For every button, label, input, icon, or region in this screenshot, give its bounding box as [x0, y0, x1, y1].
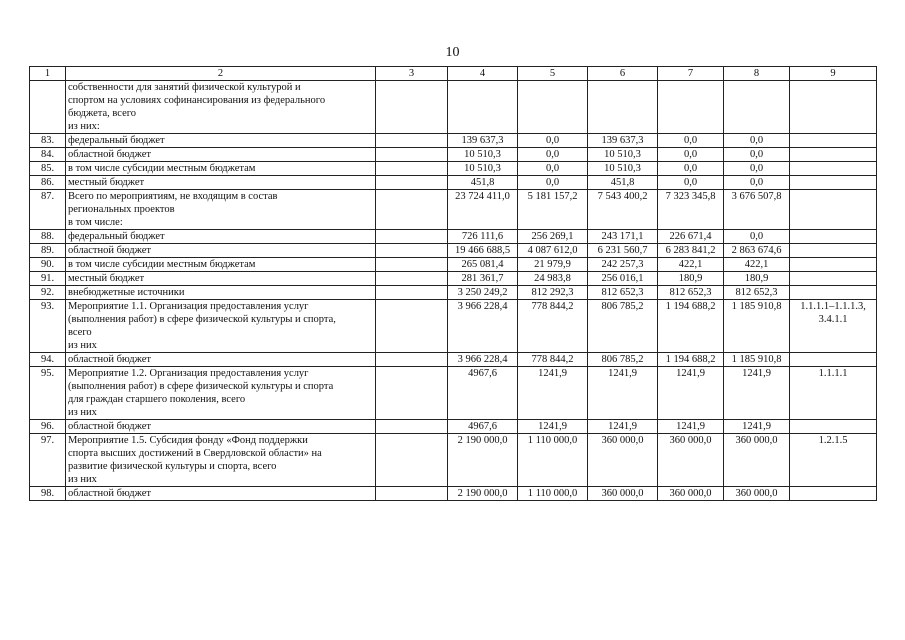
row-name: Мероприятие 1.2. Организация предоставления услуг (выполнения работ) в сфере физической культуры и спорта для граждан старшего поколения, всего из них [66, 367, 376, 420]
row-number: 97. [30, 434, 66, 487]
cell-total: 10 510,3 [448, 148, 518, 162]
cell-total: 3 966 228,4 [448, 300, 518, 353]
cell-total: 2 190 000,0 [448, 487, 518, 501]
cell-col-7: 180,9 [658, 272, 724, 286]
cell-target-index: 1.2.1.5 [790, 434, 877, 487]
cell-col-7: 1 194 688,2 [658, 300, 724, 353]
cell-col-5: 778 844,2 [518, 300, 588, 353]
cell-col-7: 422,1 [658, 258, 724, 272]
cell-col-5: 812 292,3 [518, 286, 588, 300]
row-name: областной бюджет [66, 148, 376, 162]
page-number: 10 [445, 45, 460, 60]
table-row [30, 272, 877, 286]
cell-total: 3 250 249,2 [448, 286, 518, 300]
table-row [30, 353, 877, 367]
cell-col-5: 1241,9 [518, 367, 588, 420]
cell-total: 10 510,3 [448, 162, 518, 176]
cell-col-7: 1241,9 [658, 420, 724, 434]
row-name: местный бюджет [66, 272, 376, 286]
cell-col-5: 24 983,8 [518, 272, 588, 286]
row-name: Всего по мероприятиям, не входящим в состав региональных проектов в том числе: [66, 190, 376, 230]
row-number: 92. [30, 286, 66, 300]
cell-col-3 [376, 353, 448, 367]
cell-col-3 [376, 434, 448, 487]
cell-target-index [790, 420, 877, 434]
cell-col-3 [376, 81, 448, 134]
table-row [30, 176, 877, 190]
cell-col-8: 360 000,0 [724, 434, 790, 487]
cell-col-6: 360 000,0 [588, 434, 658, 487]
cell-col-8: 3 676 507,8 [724, 190, 790, 230]
cell-col-3 [376, 420, 448, 434]
row-name: областной бюджет [66, 487, 376, 501]
cell-target-index [790, 272, 877, 286]
cell-col-8: 422,1 [724, 258, 790, 272]
cell-col-6: 360 000,0 [588, 487, 658, 501]
cell-col-3 [376, 300, 448, 353]
row-name: Мероприятие 1.1. Организация предоставления услуг (выполнения работ) в сфере физической культуры и спорта, всего из них [66, 300, 376, 353]
cell-col-5: 0,0 [518, 176, 588, 190]
row-name: федеральный бюджет [66, 230, 376, 244]
row-number: 96. [30, 420, 66, 434]
cell-col-5: 0,0 [518, 162, 588, 176]
row-number: 90. [30, 258, 66, 272]
row-name: в том числе субсидии местным бюджетам [66, 162, 376, 176]
table-body [30, 81, 877, 501]
cell-col-6: 6 231 560,7 [588, 244, 658, 258]
row-number: 87. [30, 190, 66, 230]
cell-col-6: 806 785,2 [588, 353, 658, 367]
table-row [30, 487, 877, 501]
cell-col-3 [376, 487, 448, 501]
row-number: 93. [30, 300, 66, 353]
cell-col-7: 226 671,4 [658, 230, 724, 244]
table-row [30, 367, 877, 420]
cell-col-8 [724, 81, 790, 134]
row-name: областной бюджет [66, 244, 376, 258]
cell-col-3 [376, 272, 448, 286]
row-number: 83. [30, 134, 66, 148]
table-row [30, 162, 877, 176]
budget-table [29, 66, 877, 501]
cell-total: 139 637,3 [448, 134, 518, 148]
cell-total: 19 466 688,5 [448, 244, 518, 258]
table-row [30, 244, 877, 258]
cell-target-index [790, 162, 877, 176]
row-name: местный бюджет [66, 176, 376, 190]
cell-total: 3 966 228,4 [448, 353, 518, 367]
cell-col-6: 1241,9 [588, 420, 658, 434]
row-number: 88. [30, 230, 66, 244]
cell-total: 726 111,6 [448, 230, 518, 244]
row-name: внебюджетные источники [66, 286, 376, 300]
cell-col-6: 243 171,1 [588, 230, 658, 244]
cell-col-8: 0,0 [724, 148, 790, 162]
cell-col-7: 6 283 841,2 [658, 244, 724, 258]
cell-col-8: 812 652,3 [724, 286, 790, 300]
cell-col-5: 0,0 [518, 134, 588, 148]
cell-col-6: 806 785,2 [588, 300, 658, 353]
cell-total: 23 724 411,0 [448, 190, 518, 230]
column-header: 2 [66, 67, 376, 81]
table-row [30, 300, 877, 353]
row-number: 91. [30, 272, 66, 286]
row-number: 95. [30, 367, 66, 420]
cell-col-7: 0,0 [658, 162, 724, 176]
cell-col-5: 21 979,9 [518, 258, 588, 272]
cell-col-3 [376, 190, 448, 230]
cell-col-6: 10 510,3 [588, 162, 658, 176]
cell-col-8: 180,9 [724, 272, 790, 286]
header-row [30, 67, 877, 81]
row-name: областной бюджет [66, 353, 376, 367]
row-name: областной бюджет [66, 420, 376, 434]
cell-col-5: 5 181 157,2 [518, 190, 588, 230]
table-row [30, 258, 877, 272]
row-number: 85. [30, 162, 66, 176]
cell-col-7: 0,0 [658, 134, 724, 148]
cell-target-index [790, 134, 877, 148]
cell-target-index [790, 244, 877, 258]
cell-col-6: 451,8 [588, 176, 658, 190]
cell-col-3 [376, 286, 448, 300]
cell-col-7: 360 000,0 [658, 487, 724, 501]
cell-col-8: 0,0 [724, 134, 790, 148]
cell-col-7: 812 652,3 [658, 286, 724, 300]
cell-total: 265 081,4 [448, 258, 518, 272]
column-header: 4 [448, 67, 518, 81]
cell-col-3 [376, 176, 448, 190]
cell-col-6: 10 510,3 [588, 148, 658, 162]
row-name: федеральный бюджет [66, 134, 376, 148]
cell-col-6: 1241,9 [588, 367, 658, 420]
row-number: 89. [30, 244, 66, 258]
cell-col-6: 812 652,3 [588, 286, 658, 300]
cell-total: 451,8 [448, 176, 518, 190]
cell-col-6: 242 257,3 [588, 258, 658, 272]
table-row [30, 81, 877, 134]
column-header: 3 [376, 67, 448, 81]
cell-target-index [790, 353, 877, 367]
cell-target-index [790, 487, 877, 501]
cell-col-5: 1 110 000,0 [518, 487, 588, 501]
cell-col-5: 4 087 612,0 [518, 244, 588, 258]
cell-col-8: 1 185 910,8 [724, 353, 790, 367]
cell-target-index: 1.1.1.1–1.1.1.3, 3.4.1.1 [790, 300, 877, 353]
cell-target-index [790, 230, 877, 244]
cell-col-6: 256 016,1 [588, 272, 658, 286]
cell-col-3 [376, 367, 448, 420]
row-name: собственности для занятий физической культурой и спортом на условиях софинансирования из федерального бюджета, всего из них: [66, 81, 376, 134]
row-number: 98. [30, 487, 66, 501]
cell-col-7: 7 323 345,8 [658, 190, 724, 230]
column-header: 7 [658, 67, 724, 81]
cell-total: 2 190 000,0 [448, 434, 518, 487]
cell-target-index: 1.1.1.1 [790, 367, 877, 420]
cell-target-index [790, 286, 877, 300]
cell-target-index [790, 190, 877, 230]
column-header: 5 [518, 67, 588, 81]
table-row [30, 420, 877, 434]
table-row [30, 286, 877, 300]
table-row [30, 434, 877, 487]
cell-target-index [790, 176, 877, 190]
cell-target-index [790, 258, 877, 272]
row-number: 86. [30, 176, 66, 190]
cell-col-5: 0,0 [518, 148, 588, 162]
cell-col-3 [376, 162, 448, 176]
cell-col-3 [376, 148, 448, 162]
cell-total [448, 81, 518, 134]
cell-total: 4967,6 [448, 420, 518, 434]
cell-col-8: 0,0 [724, 230, 790, 244]
table-row [30, 148, 877, 162]
cell-col-7: 0,0 [658, 176, 724, 190]
cell-target-index [790, 148, 877, 162]
cell-col-8: 2 863 674,6 [724, 244, 790, 258]
row-name: в том числе субсидии местным бюджетам [66, 258, 376, 272]
cell-col-3 [376, 230, 448, 244]
column-header: 8 [724, 67, 790, 81]
cell-total: 281 361,7 [448, 272, 518, 286]
cell-col-8: 0,0 [724, 176, 790, 190]
cell-col-3 [376, 134, 448, 148]
cell-col-5: 778 844,2 [518, 353, 588, 367]
cell-target-index [790, 81, 877, 134]
cell-col-7: 1 194 688,2 [658, 353, 724, 367]
cell-col-8: 0,0 [724, 162, 790, 176]
cell-total: 4967,6 [448, 367, 518, 420]
cell-col-3 [376, 244, 448, 258]
cell-col-7: 1241,9 [658, 367, 724, 420]
cell-col-5: 1241,9 [518, 420, 588, 434]
row-number: 94. [30, 353, 66, 367]
table-row [30, 134, 877, 148]
cell-col-7 [658, 81, 724, 134]
column-header: 6 [588, 67, 658, 81]
cell-col-8: 1 185 910,8 [724, 300, 790, 353]
cell-col-5: 256 269,1 [518, 230, 588, 244]
cell-col-6: 7 543 400,2 [588, 190, 658, 230]
row-number [30, 81, 66, 134]
cell-col-3 [376, 258, 448, 272]
cell-col-8: 360 000,0 [724, 487, 790, 501]
cell-col-8: 1241,9 [724, 420, 790, 434]
cell-col-7: 0,0 [658, 148, 724, 162]
column-header: 9 [790, 67, 877, 81]
row-number: 84. [30, 148, 66, 162]
cell-col-6 [588, 81, 658, 134]
row-name: Мероприятие 1.5. Субсидия фонду «Фонд поддержки спорта высших достижений в Свердловской области» на развитие физической культуры и спорта, всего из них [66, 434, 376, 487]
cell-col-5: 1 110 000,0 [518, 434, 588, 487]
table-row [30, 230, 877, 244]
column-header: 1 [30, 67, 66, 81]
cell-col-8: 1241,9 [724, 367, 790, 420]
cell-col-6: 139 637,3 [588, 134, 658, 148]
cell-col-7: 360 000,0 [658, 434, 724, 487]
cell-col-5 [518, 81, 588, 134]
table-row [30, 190, 877, 230]
